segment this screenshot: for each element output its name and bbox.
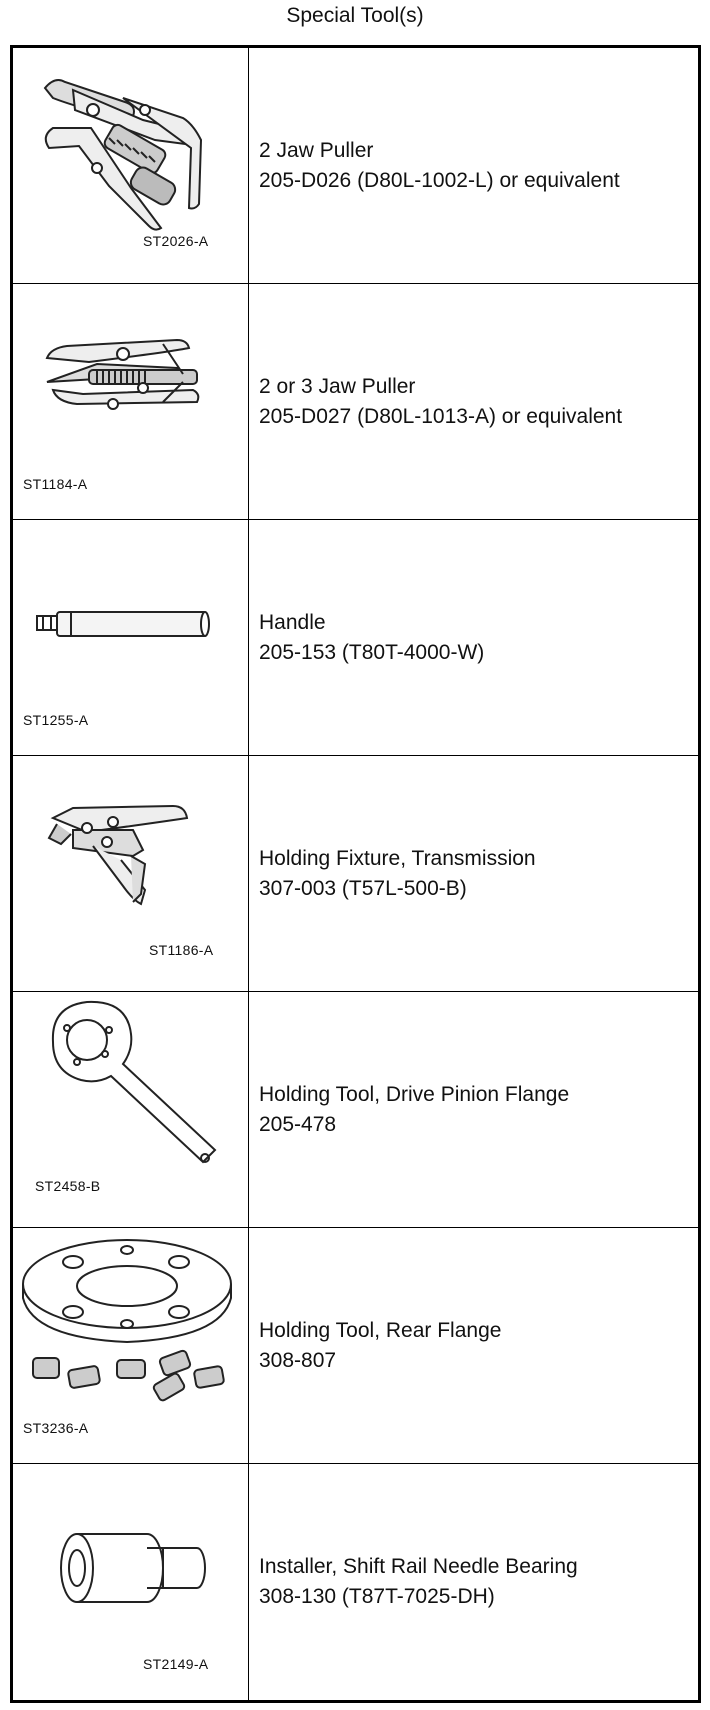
tool-description xyxy=(259,136,620,196)
tool-image-cell xyxy=(13,1464,249,1700)
tool-number: 205-153 (T80T-4000-W) xyxy=(259,640,485,664)
tool-image-cell xyxy=(13,756,249,991)
tool-description xyxy=(259,1080,569,1140)
tool-name: Holding Tool, Rear Flange xyxy=(259,1318,502,1342)
tool-number: 205-D026 (D80L-1002-L) or equivalent xyxy=(259,168,620,192)
tool-image-cell xyxy=(13,992,249,1227)
table-row xyxy=(13,48,698,284)
tool-number: 307-003 (T57L-500-B) xyxy=(259,876,467,900)
tool-number: 308-807 xyxy=(259,1348,337,1372)
tool-number: 205-478 xyxy=(259,1112,337,1136)
tool-description xyxy=(259,372,622,432)
tool-name: 2 or 3 Jaw Puller xyxy=(259,374,416,398)
two-jaw-puller-icon xyxy=(13,48,248,284)
bearing-installer-icon xyxy=(13,1464,248,1700)
table-row xyxy=(13,1464,698,1700)
tool-code: ST2149-A xyxy=(143,1656,209,1672)
tool-code: ST1184-A xyxy=(23,476,88,492)
tool-description xyxy=(259,844,536,904)
tool-code: ST1186-A xyxy=(149,942,214,958)
tool-name: Handle xyxy=(259,610,326,634)
page-title: Special Tool(s) xyxy=(286,4,424,27)
tool-name: Installer, Shift Rail Needle Bearing xyxy=(259,1555,578,1578)
tool-name: Holding Tool, Drive Pinion Flange xyxy=(259,1082,570,1106)
tool-code: ST3236-A xyxy=(23,1420,89,1436)
tool-name: Holding Fixture, Transmission xyxy=(259,846,536,870)
tool-image-cell xyxy=(13,284,249,519)
tool-code: ST2026-A xyxy=(143,233,209,249)
tool-image-cell xyxy=(13,520,249,755)
tool-code: ST2458-B xyxy=(35,1178,101,1194)
table-row xyxy=(13,284,698,520)
table-row xyxy=(13,992,698,1228)
tool-code: ST1255-A xyxy=(23,712,89,728)
tool-description xyxy=(259,1316,501,1376)
tool-description xyxy=(259,1552,578,1612)
tool-number: 205-D027 (D80L-1013-A) or equivalent xyxy=(259,404,623,428)
table-row xyxy=(13,520,698,756)
table-row xyxy=(13,1228,698,1464)
special-tools-table xyxy=(10,45,701,1703)
tool-name: 2 Jaw Puller xyxy=(259,138,374,162)
tool-description xyxy=(259,608,484,668)
tool-image-cell xyxy=(13,48,249,283)
table-row xyxy=(13,756,698,992)
tool-image-cell xyxy=(13,1228,249,1463)
tool-number: 308-130 (T87T-7025-DH) xyxy=(259,1585,495,1608)
